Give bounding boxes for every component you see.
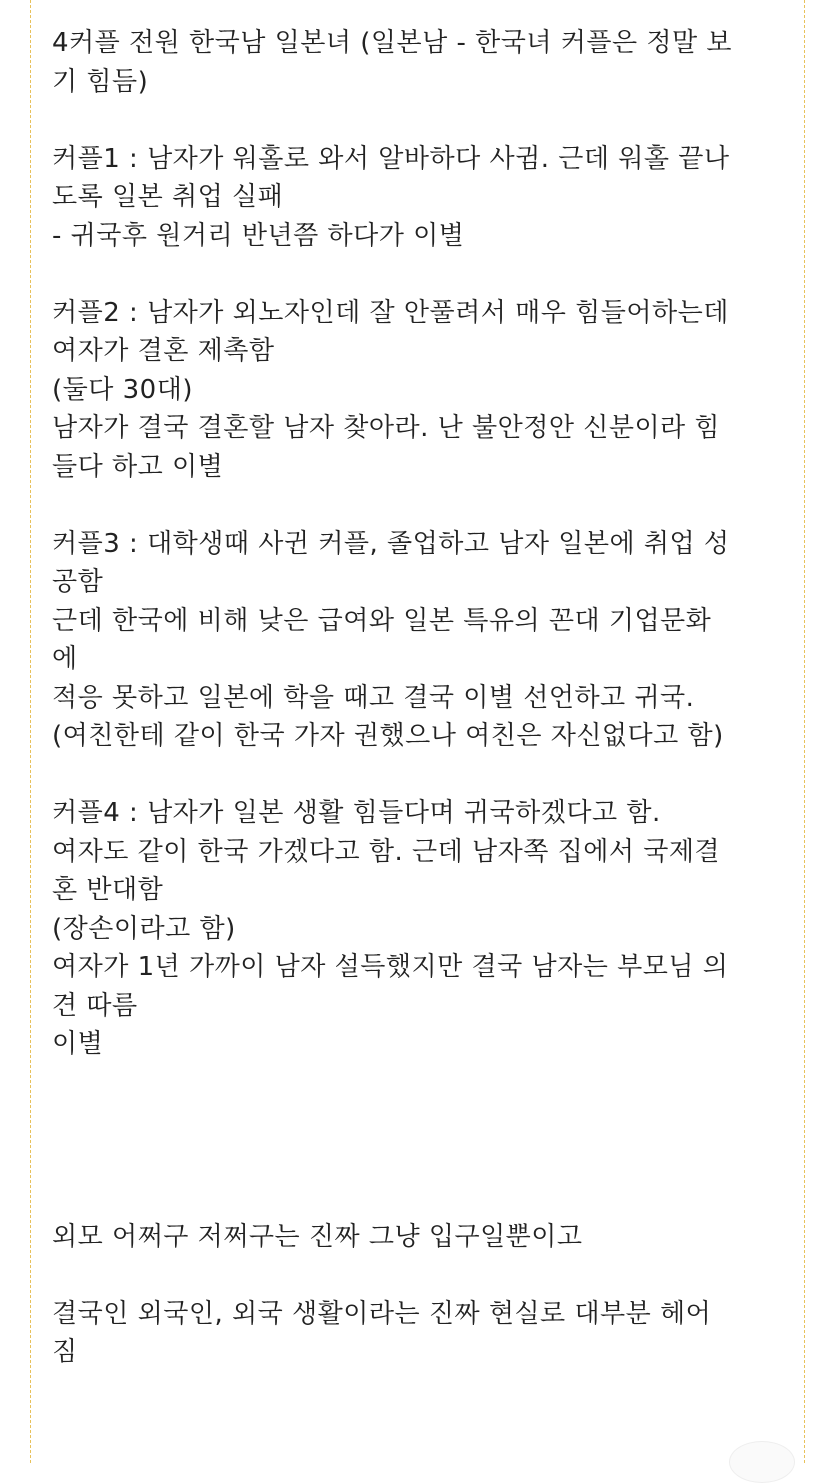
text-line: 견 따름 [52, 990, 138, 1021]
text-line [52, 101, 782, 140]
post-body [52, 24, 782, 1372]
text-line: 여자가 결혼 제촉함 [52, 336, 275, 366]
text-line: 커플1 : 남자가 워홀로 와서 알바하다 사귐. 근데 워홀 끝나 [52, 143, 730, 174]
text-line: 짐 [52, 1337, 78, 1367]
text-line: (둘다 30대) [52, 374, 193, 405]
text-line [52, 1064, 782, 1103]
text-line [52, 255, 782, 294]
text-line: (장손이라고 함) [52, 913, 236, 944]
text-line: 여자가 1년 가까이 남자 설득했지만 결국 남자는 부모님 의 [52, 952, 729, 982]
text-line: 에 [52, 644, 78, 674]
text-line: 커플2 : 남자가 외노자인데 잘 안풀려서 매우 힘들어하는데 [52, 297, 729, 328]
text-line [52, 756, 782, 795]
text-line: 도록 일본 취업 실패 [52, 182, 284, 212]
text-line: 여자도 같이 한국 가겠다고 함. 근데 남자쪽 집에서 국제결 [52, 836, 721, 867]
text-line: 이별 [52, 1029, 104, 1059]
text-line [52, 1141, 782, 1180]
text-line: 4커플 전원 한국남 일본녀 (일본남 - 한국녀 커플은 정말 보 [52, 28, 733, 58]
text-line: 남자가 결국 결혼할 남자 찾아라. 난 불안정안 신분이라 힘 [52, 413, 721, 443]
text-line: 기 힘듬) [52, 66, 149, 97]
text-line: 적응 못하고 일본에 학을 때고 결국 이별 선언하고 귀국. [52, 682, 695, 713]
text-line: 공함 [52, 567, 104, 597]
text-line [52, 486, 782, 525]
text-line: 혼 반대함 [52, 875, 164, 905]
text-line: 결국인 외국인, 외국 생활이라는 진짜 현실로 대부분 헤어 [52, 1298, 712, 1329]
text-line: 근데 한국에 비해 낮은 급여와 일본 특유의 꼰대 기업문화 [52, 605, 712, 636]
text-line: - 귀국후 원거리 반년쯤 하다가 이별 [52, 220, 465, 251]
text-line [52, 1256, 782, 1295]
text-line: 외모 어쩌구 저쩌구는 진짜 그냥 입구일뿐이고 [52, 1221, 583, 1252]
text-line: 커플4 : 남자가 일본 생활 힘들다며 귀국하겠다고 함. [52, 798, 661, 828]
text-line: 커플3 : 대학생때 사귄 커플, 졸업하고 남자 일본에 취업 성 [52, 528, 730, 559]
text-line: (여친한테 같이 한국 가자 권했으나 여친은 자신없다고 함) [52, 721, 724, 751]
floating-button[interactable] [729, 1441, 795, 1483]
text-line: 들다 하고 이별 [52, 451, 224, 482]
text-line [52, 1179, 782, 1218]
text-line [52, 1102, 782, 1141]
